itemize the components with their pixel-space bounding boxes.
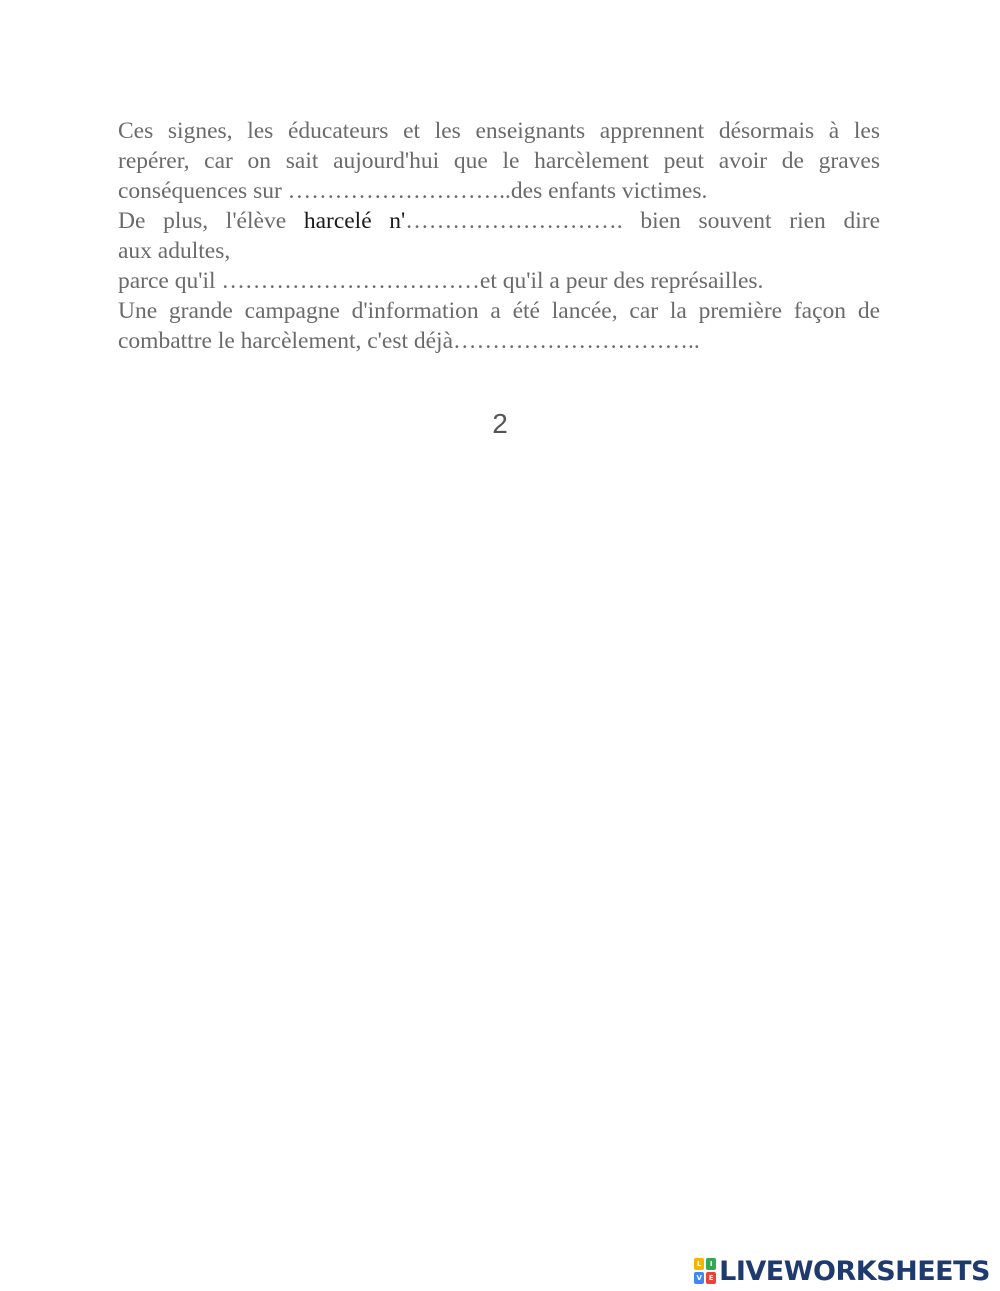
text-line-4-start: De plus, l'élève — [118, 208, 304, 234]
worksheet-paragraph — [118, 116, 880, 356]
liveworksheets-logo-icon — [694, 1258, 716, 1284]
text-line-4-end: ………………………. bien souvent rien dire — [405, 208, 880, 234]
text-line-7: Une grande campagne d'information a été lancée, car la première façon de — [118, 298, 880, 324]
text-line-8: combattre le harcèlement, c'est déjà………………………….. — [118, 328, 700, 354]
text-line-6: parce qu'il ……………………………et qu'il a peur des représailles. — [118, 268, 764, 294]
text-line-2: repérer, car on sait aujourd'hui que le harcèlement peut avoir de graves — [118, 148, 880, 174]
logo-tile-l: L — [694, 1258, 704, 1270]
page-number: 2 — [492, 408, 508, 439]
highlighted-phrase: harcelé n' — [303, 208, 406, 234]
logo-tile-e: E — [706, 1272, 716, 1284]
logo-tile-v: V — [694, 1272, 704, 1284]
logo-tile-i: I — [706, 1258, 716, 1270]
brand-wordmark: LIVEWORKSHEETS — [719, 1255, 990, 1287]
text-line-4 — [118, 206, 880, 236]
text-line-3: conséquences sur ………………………..des enfants victimes. — [118, 178, 708, 204]
liveworksheets-brand — [694, 1254, 990, 1288]
text-line-5: aux adultes, — [118, 238, 231, 264]
text-line-1: Ces signes, les éducateurs et les enseignants apprennent désormais à les — [118, 118, 880, 144]
